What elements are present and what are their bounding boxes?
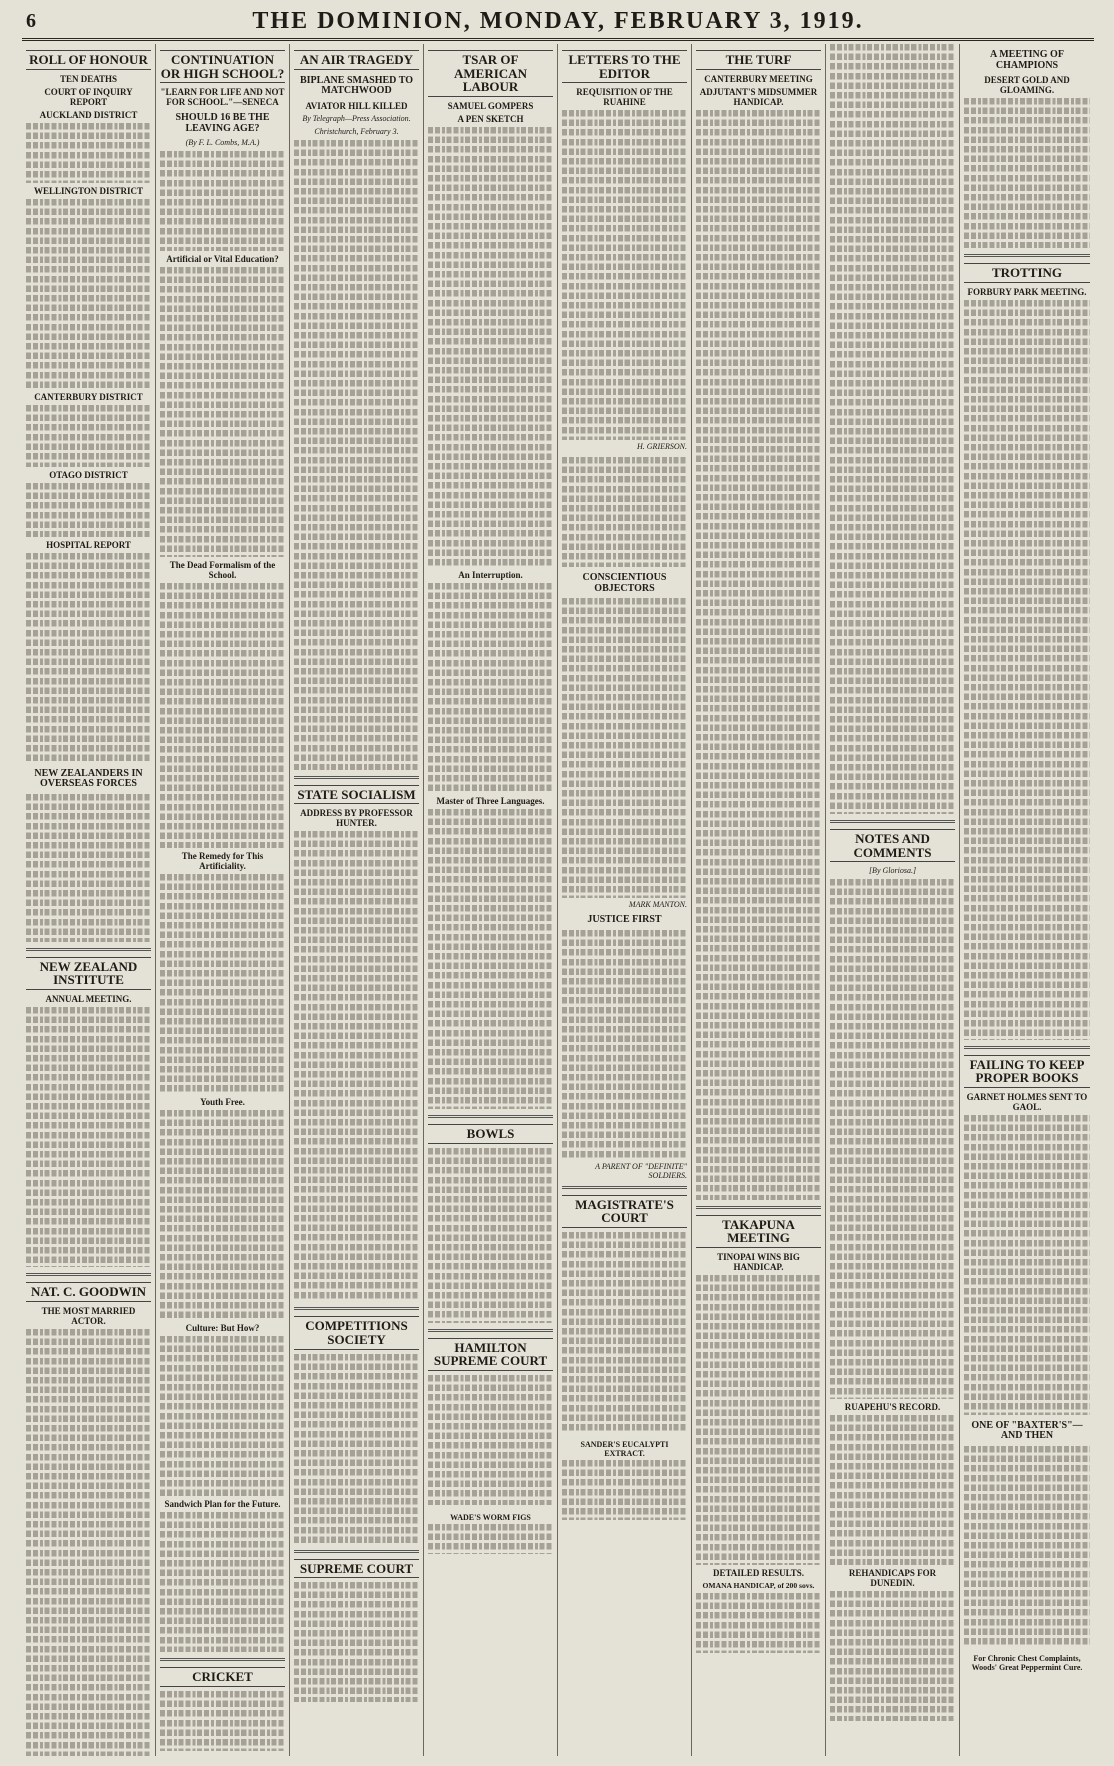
text-block <box>26 794 151 942</box>
divider <box>562 1186 687 1189</box>
column-2 <box>156 44 290 1756</box>
text-block <box>160 1336 285 1496</box>
text-block <box>160 1512 285 1652</box>
text-block <box>562 598 687 898</box>
text-block <box>562 457 687 567</box>
subhead-canterbury: CANTERBURY MEETING <box>704 73 813 84</box>
subhead-ten-deaths: TEN DEATHS <box>59 73 118 84</box>
signature: MARK MANTON. <box>628 900 687 910</box>
text-block <box>26 405 151 467</box>
text-block <box>160 874 285 1094</box>
text-block <box>830 1591 955 1721</box>
headline-notes: NOTES AND COMMENTS <box>830 829 955 862</box>
text-block <box>428 1524 553 1554</box>
divider <box>294 776 419 779</box>
headline-trotting: TROTTING <box>964 263 1090 283</box>
race-results <box>830 44 955 814</box>
headline-baxters: ONE OF "BAXTER'S"—AND THEN <box>971 1419 1083 1442</box>
divider <box>26 948 151 951</box>
divider <box>294 1550 419 1553</box>
divider <box>964 1046 1090 1049</box>
text-block <box>294 831 419 1301</box>
subhead-holmes: GARNET HOLMES SENT TO GAOL. <box>966 1091 1088 1112</box>
headline-turf: THE TURF <box>696 50 821 70</box>
newspaper-columns <box>22 44 1094 1756</box>
text-block <box>830 879 955 1399</box>
subhead-adjutant: ADJUTANT'S MIDSUMMER HANDICAP. <box>699 86 818 107</box>
headline-magistrate: MAGISTRATE'S COURT <box>562 1195 687 1228</box>
headline-justice: JUSTICE FIRST <box>587 914 662 926</box>
headline-cricket: CRICKET <box>160 1667 285 1687</box>
subhead-pen-sketch: A PEN SKETCH <box>457 113 524 124</box>
headline-proper-books: FAILING TO KEEP PROPER BOOKS <box>964 1055 1090 1088</box>
headline-supreme-court: SUPREME COURT <box>294 1559 419 1579</box>
column-1 <box>22 44 156 1756</box>
subhead-professor: ADDRESS BY PROFESSOR HUNTER. <box>300 808 413 829</box>
text-block <box>26 1329 151 1756</box>
subhead-canterbury: CANTERBURY DISTRICT <box>34 391 143 402</box>
subhead-omana: OMANA HANDICAP, of 200 sovs. <box>702 1580 815 1590</box>
subhead-annual-meeting: ANNUAL MEETING. <box>45 993 132 1004</box>
subhead-hospital: HOSPITAL REPORT <box>46 539 131 550</box>
headline-leaving-age: SHOULD 16 BE THE LEAVING AGE? <box>175 112 270 134</box>
subhead-remedy: The Remedy for This Artificiality. <box>181 851 264 872</box>
byline: [By Gloriosa.] <box>868 866 917 876</box>
text-block <box>26 553 151 763</box>
text-block <box>294 1582 419 1702</box>
headline-state-socialism: STATE SOCIALISM <box>294 785 419 805</box>
subhead-married-actor: THE MOST MARRIED ACTOR. <box>41 1305 136 1326</box>
headline-roll-of-honour: ROLL OF HONOUR <box>26 50 151 70</box>
subhead-interruption: An Interruption. <box>458 569 523 580</box>
headline-takapuna: TAKAPUNA MEETING <box>696 1215 821 1248</box>
divider <box>294 1307 419 1310</box>
headline-nz-institute: NEW ZEALAND INSTITUTE <box>26 957 151 990</box>
subhead-forbury: FORBURY PARK MEETING. <box>967 286 1087 297</box>
text-block <box>696 1275 821 1565</box>
text-block <box>428 583 553 793</box>
advert-worm-figs: WADE'S WORM FIGS <box>450 1512 531 1522</box>
divider <box>964 254 1090 257</box>
dateline: Christchurch, February 3. <box>314 126 399 136</box>
divider <box>830 820 955 823</box>
advert-peppermint: For Chronic Chest Complaints, Woods' Great Peppermint Cure. <box>971 1653 1083 1672</box>
subhead-youth-free: Youth Free. <box>200 1097 245 1108</box>
text-block <box>160 1691 285 1751</box>
subhead-overseas: NEW ZEALANDERS IN OVERSEAS FORCES <box>34 767 143 790</box>
headline-objectors: CONSCIENTIOUS OBJECTORS <box>582 572 667 594</box>
text-block <box>160 1110 285 1320</box>
subhead-ruapehu: RUAPEHU'S RECORD. <box>844 1402 941 1413</box>
text-block <box>26 123 151 183</box>
text-block <box>160 151 285 251</box>
text-block <box>160 267 285 557</box>
text-block <box>964 98 1090 248</box>
divider <box>428 1115 553 1118</box>
signature: H. GRIERSON. <box>637 442 687 452</box>
text-block <box>964 1115 1090 1415</box>
column-8 <box>960 44 1094 1756</box>
newspaper-title: THE DOMINION, MONDAY, FEBRUARY 3, 1919. <box>252 8 864 34</box>
subhead-otago: OTAGO DISTRICT <box>49 469 128 480</box>
race-results <box>696 110 821 1200</box>
subhead-culture: Culture: But How? <box>185 1323 260 1334</box>
column-5 <box>558 44 692 1756</box>
text-block <box>294 1354 419 1544</box>
race-results <box>696 1593 821 1653</box>
text-block <box>26 1007 151 1267</box>
divider <box>160 1658 285 1661</box>
headline-tsar: TSAR OF AMERICAN LABOUR <box>428 50 553 97</box>
subhead-wellington: WELLINGTON DISTRICT <box>33 185 144 196</box>
column-7 <box>826 44 960 1756</box>
subhead-artificial: Artificial or Vital Education? <box>166 254 279 265</box>
text-block <box>562 1460 687 1520</box>
subhead-court-inquiry: COURT OF INQUIRY REPORT <box>44 86 133 107</box>
column-4 <box>424 44 558 1756</box>
headline-air-tragedy: AN AIR TRAGEDY <box>294 50 419 70</box>
subhead-biplane: BIPLANE SMASHED TO MATCHWOOD <box>300 74 413 97</box>
byline: By Telegraph—Press Association. <box>302 113 411 123</box>
subhead-sandwich: Sandwich Plan for the Future. <box>164 1499 281 1510</box>
divider <box>696 1206 821 1209</box>
headline-hamilton: HAMILTON SUPREME COURT <box>428 1338 553 1371</box>
subhead-rehandicaps: REHANDICAPS FOR DUNEDIN. <box>848 1568 937 1589</box>
subhead-dead-formalism: The Dead Formalism of the School. <box>169 560 276 581</box>
subhead-tinopai: TINOPAI WINS BIG HANDICAP. <box>717 1251 800 1272</box>
text-block <box>830 1415 955 1565</box>
page-number: 6 <box>26 10 36 32</box>
subhead-seneca: "LEARN FOR LIFE AND NOT FOR SCHOOL."—SENECA <box>160 87 285 108</box>
text-block <box>428 1148 553 1323</box>
text-block <box>428 809 553 1109</box>
text-block <box>160 583 285 848</box>
divider <box>428 1329 553 1332</box>
headline-high-school: CONTINUATION OR HIGH SCHOOL? <box>160 50 285 83</box>
masthead <box>22 8 1094 41</box>
text-block <box>26 199 151 389</box>
divider <box>26 1273 151 1276</box>
subhead-ruahine: REQUISITION OF THE RUAHINE <box>576 87 673 108</box>
headline-champions: A MEETING OF CHAMPIONS <box>990 49 1064 71</box>
text-block <box>26 483 151 537</box>
advert-eucalypti: SANDER'S EUCALYPTI EXTRACT. <box>580 1440 669 1459</box>
headline-letters: LETTERS TO THE EDITOR <box>562 50 687 83</box>
subhead-auckland: AUCKLAND DISTRICT <box>39 109 138 120</box>
column-6 <box>692 44 826 1756</box>
race-results <box>964 300 1090 1040</box>
text-block <box>428 1375 553 1505</box>
byline: (By F. L. Combs, M.A.) <box>185 138 260 148</box>
subhead-detailed: DETAILED RESULTS. <box>712 1567 805 1578</box>
subhead-aviator: AVIATOR HILL KILLED <box>305 100 408 111</box>
signature: A PARENT OF "DEFINITE" SOLDIERS. <box>595 1161 687 1180</box>
text-block <box>562 930 687 1160</box>
text-block <box>562 110 687 440</box>
headline-competitions: COMPETITIONS SOCIETY <box>294 1316 419 1349</box>
subhead-gompers: SAMUEL GOMPERS <box>447 100 534 111</box>
text-block <box>294 140 419 770</box>
text-block <box>428 127 553 567</box>
text-block <box>562 1232 687 1432</box>
subhead-languages: Master of Three Languages. <box>436 795 545 806</box>
column-3 <box>290 44 424 1756</box>
headline-goodwin: NAT. C. GOODWIN <box>26 1282 151 1302</box>
headline-bowls: BOWLS <box>428 1124 553 1144</box>
subhead-desert-gold: DESERT GOLD AND GLOAMING. <box>984 75 1070 95</box>
text-block <box>964 1446 1090 1646</box>
